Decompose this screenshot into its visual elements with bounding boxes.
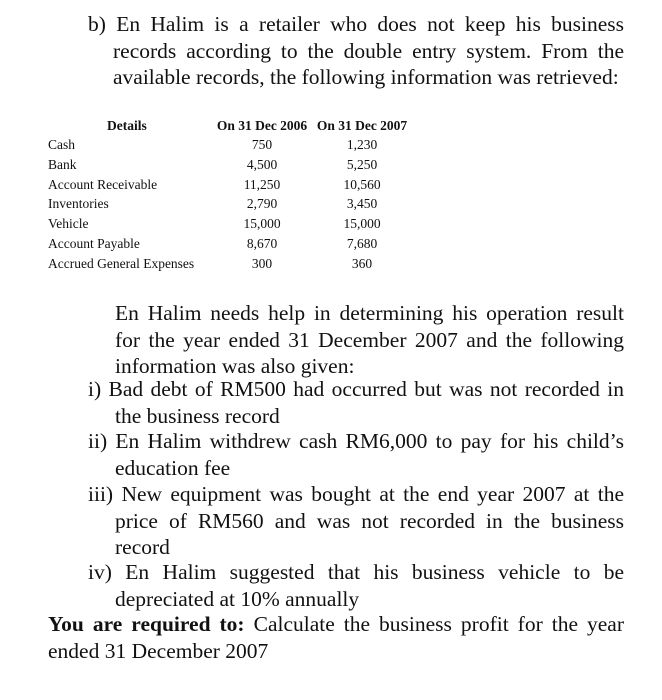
row-value-2007: 1,230 (346, 137, 378, 152)
list-item (88, 376, 624, 429)
row-label: Bank (48, 157, 77, 172)
item-number: iv) (88, 560, 112, 584)
task-lead: You are required to: (48, 612, 245, 636)
item-text: En Halim withdrew cash RM6,000 to pay for his child’s education fee (115, 429, 624, 480)
row-label: Cash (48, 137, 75, 152)
row-value-2006: 11,250 (243, 177, 281, 192)
item-text: New equipment was bought at the end year 2007 at the price of RM560 and was not recorded in the business record (115, 482, 624, 559)
row-value-2006: 4,500 (246, 157, 278, 172)
question-intro (88, 11, 624, 91)
row-label: Account Receivable (48, 177, 158, 192)
row-value-2006: 15,000 (243, 216, 281, 231)
row-value-2006: 8,670 (246, 236, 278, 251)
info-paragraph: En Halim needs help in determining his operation result for the year ended 31 December 2007 and the following information was also given: (115, 301, 624, 378)
row-label: Accrued General Expenses (48, 256, 195, 271)
table-header-2006: On 31 Dec 2006 (216, 118, 308, 133)
row-value-2006: 2,790 (246, 196, 278, 211)
row-label: Vehicle (48, 216, 89, 231)
task-text: Calculate the business profit for the year ended 31 December 2007 (48, 612, 625, 663)
row-value-2007: 7,680 (346, 236, 378, 251)
question-label: b) (88, 12, 106, 36)
list-item (88, 559, 624, 612)
row-value-2007: 3,450 (346, 196, 378, 211)
table-header-2007: On 31 Dec 2007 (316, 118, 408, 133)
row-value-2006: 300 (251, 256, 273, 271)
row-value-2007: 10,560 (343, 177, 381, 192)
row-value-2007: 15,000 (343, 216, 381, 231)
row-value-2007: 5,250 (346, 157, 378, 172)
list-item (88, 481, 624, 561)
item-text: En Halim suggested that his business vehicle to be depreciated at 10% annually (115, 560, 625, 611)
item-number: i) (88, 377, 102, 401)
row-label: Account Payable (48, 236, 140, 251)
question-intro-text: En Halim is a retailer who does not keep his business records according to the double entry system. From the available records, the following information was retrieved: (113, 12, 624, 89)
table-header-details: Details (107, 118, 147, 133)
task-instruction (48, 611, 624, 664)
item-text: Bad debt of RM500 had occurred but was not recorded in the business record (108, 377, 625, 428)
item-number: iii) (88, 482, 114, 506)
row-label: Inventories (48, 196, 109, 211)
row-value-2007: 360 (351, 256, 373, 271)
list-item (88, 428, 624, 481)
item-number: ii) (88, 429, 108, 453)
row-value-2006: 750 (251, 137, 273, 152)
